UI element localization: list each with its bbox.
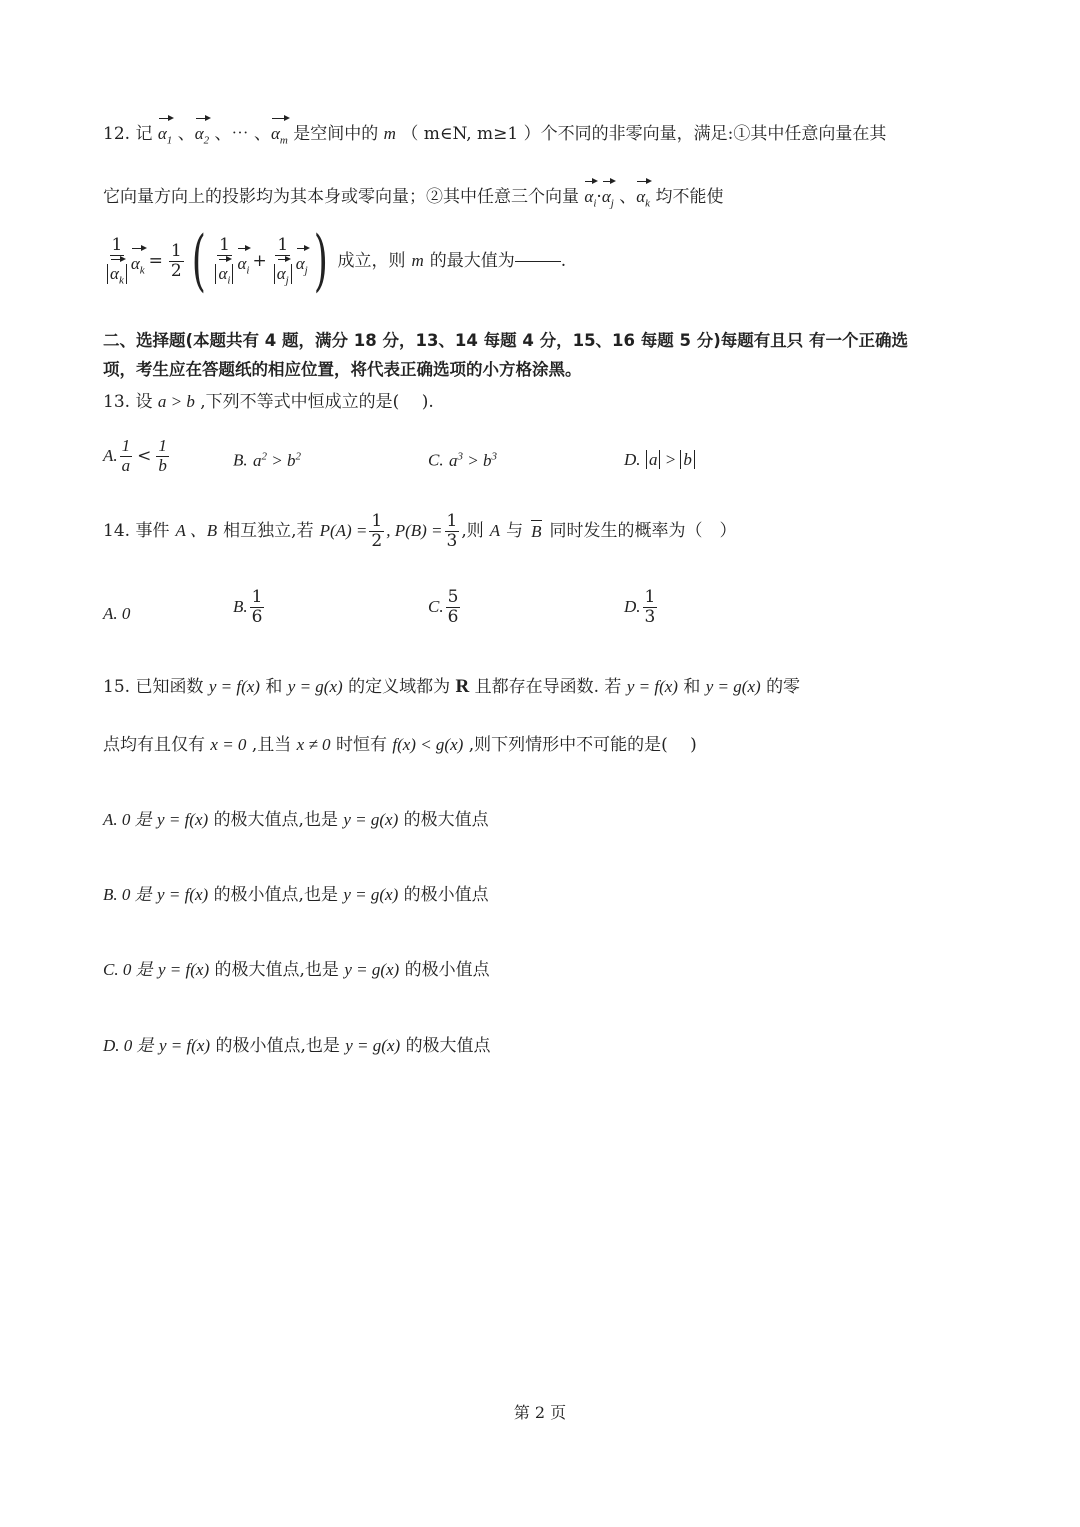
- vector-alpha-2: $\alpha_2$: [195, 115, 209, 148]
- option-label: C.: [428, 450, 444, 470]
- option-mid: 的极大值点,也是: [214, 960, 339, 980]
- q15-line1-b: 的定义域都为: [348, 677, 451, 697]
- option-mid: 的极小值点,也是: [215, 1036, 340, 1056]
- answer-blank: [515, 261, 561, 262]
- option-mid: 的极小值点,也是: [213, 885, 338, 905]
- q13-option-b: B. $a^2 > b^2$: [233, 450, 302, 470]
- var-m: m: [383, 124, 396, 143]
- q15-line1-d: 的零: [766, 677, 801, 697]
- func-g: y = g(x): [345, 1036, 401, 1055]
- page-number: 第 2 页: [513, 1403, 567, 1422]
- q12-condition: （ m∈N, m≥1 ）: [401, 124, 541, 144]
- q13-number: 13. 设: [103, 392, 153, 412]
- q15-line-1: [103, 676, 800, 699]
- option-label: D. 0 是: [103, 1036, 154, 1055]
- frac-1-over-a: $\frac{1}{a}$: [121, 436, 131, 475]
- func-g: y = g(x): [287, 677, 343, 696]
- func-g: y = g(x): [343, 810, 399, 829]
- inequality: f(x) < g(x): [392, 735, 464, 754]
- q13-option-d: D. a > b: [624, 450, 695, 470]
- vector-alpha-i: $\alpha_i$: [237, 245, 249, 278]
- q14-option-b: B. $\frac{1}{6}$: [233, 587, 263, 627]
- q12-line3-text: 成立，则: [337, 250, 406, 271]
- q15-line2-a: 点均有且仅有: [103, 735, 205, 755]
- q15-line2-d: ,则下列情形中不可能的是( ): [468, 735, 697, 755]
- q14-stem-e: 同时发生的概率为（ ）: [549, 520, 737, 541]
- q14-stem-d: 与: [506, 520, 524, 541]
- option-label: A. 0: [103, 604, 131, 623]
- option-label: D.: [624, 450, 641, 469]
- q15-option-d: [103, 1036, 491, 1056]
- section2-heading-1: 二、选择题(本题共有 4 题，满分 18 分，13、14 每题 4 分，15、16 每题 5 分)每题有且只 有一个正确选: [103, 331, 909, 350]
- func-f: y = f(x): [157, 885, 209, 904]
- q15-line-2: [103, 735, 697, 755]
- q12-line2-end: 均不能使: [655, 187, 724, 207]
- func-f: y = f(x): [157, 810, 209, 829]
- q12-text: 是空间中的: [293, 124, 379, 144]
- frac-1-over-abs-alpha-j: $\frac{1}{\alpha_j}$: [272, 236, 294, 286]
- separator: 、: [177, 124, 195, 144]
- vector-alpha-1: $\alpha_1$: [158, 115, 172, 148]
- option-label: A.: [103, 446, 118, 466]
- q14-number: 14. 事件: [103, 520, 170, 541]
- period: .: [560, 250, 567, 271]
- option-label: A. 0 是: [103, 810, 152, 829]
- q13-condition: a > b: [157, 392, 195, 411]
- frac-1-over-abs-alpha-i: $\frac{1}{\alpha_i}$: [213, 236, 235, 286]
- q13-option-c: C. $a^3 > b^3$: [428, 450, 497, 470]
- func-f: y = f(x): [158, 1036, 211, 1055]
- frac-one-third: $\frac{1}{3}$: [446, 511, 458, 551]
- q13-stem: [103, 392, 434, 412]
- q15-number: 15. 已知函数: [103, 677, 204, 697]
- q12-text-b: 个不同的非零向量，满足:①其中任意向量在其: [540, 124, 887, 144]
- q13-option-a: A. $\frac{1}{a}$ < $\frac{1}{b}$: [103, 436, 167, 475]
- frac-1-over-b: $\frac{1}{b}$: [158, 436, 167, 475]
- q12-line-1: [103, 115, 886, 148]
- frac-one-half: $\frac{1}{2}$: [371, 511, 383, 551]
- option-label: B.: [233, 597, 248, 617]
- option-label: B.: [233, 450, 248, 470]
- q15-line1-c: 且都存在导函数. 若: [474, 677, 622, 697]
- var-m: m: [411, 250, 424, 270]
- q14-events: A 、B: [175, 520, 218, 540]
- paren-right: ): [313, 222, 328, 299]
- q14-stem-text: 相互独立,若: [223, 520, 314, 541]
- vector-alpha-j: $\alpha_j$: [602, 178, 614, 211]
- paren-left: (: [191, 222, 206, 299]
- option-label: B. 0 是: [103, 885, 152, 904]
- option-label: D.: [624, 597, 641, 617]
- func-f: y = f(x): [626, 677, 678, 696]
- conj-and: 和: [265, 677, 283, 697]
- option-end: 的极小值点: [403, 885, 489, 905]
- option-label: C. 0 是: [103, 960, 153, 979]
- vector-alpha-m: $\alpha_m$: [271, 115, 288, 148]
- option-end: 的极大值点: [403, 810, 489, 830]
- q15-option-b: [103, 885, 489, 905]
- vector-alpha-j: $\alpha_j$: [296, 245, 308, 278]
- func-g: y = g(x): [705, 677, 761, 696]
- vector-alpha-k: $\alpha_k$: [131, 245, 145, 278]
- func-g: y = g(x): [343, 885, 399, 904]
- set-R: R: [455, 676, 470, 697]
- q14-option-a: [103, 604, 130, 624]
- func-g: y = g(x): [344, 960, 400, 979]
- option-end: 的极大值点: [405, 1036, 491, 1056]
- q14-stem-c: ,则: [461, 520, 484, 541]
- q12-line2-text: 它向量方向上的投影均为其本身或零向量；②其中任意三个向量: [103, 187, 579, 207]
- frac-1-over-abs-alpha-k: $\frac{1}{\alpha_k}$: [105, 236, 129, 286]
- frac-one-half: $\frac{1}{2}$: [170, 240, 182, 281]
- q15-line2-c: 时恒有: [335, 735, 387, 755]
- option-end: 的极小值点: [404, 960, 490, 980]
- cond-x0: x = 0: [210, 735, 247, 754]
- cond-xne0: x ≠ 0: [296, 735, 331, 754]
- q14-option-d: D. $\frac{1}{3}$: [624, 587, 656, 627]
- q12-equation-line: $\frac{1}{\alpha_k}$ $\alpha_k$ = $\frac{1}{2}$ ( $\frac{1}{\alpha_i}$ $\alpha_i$ + $\frac{1}{\alpha_j}$ $\alpha_j$ ) 成立，则 m 的最大值为 .: [103, 228, 566, 294]
- option-label: C.: [428, 597, 444, 617]
- separator-dots: 、⋯ 、: [214, 124, 271, 144]
- q14-stem: 14. 事件 A 、B 相互独立,若 P(A) = $\frac{1}{2}$ , P(B) = $\frac{1}{3}$ ,则 A 与 B 同时发生的概率为（ ）: [103, 511, 737, 551]
- q13-stem-text: ,下列不等式中恒成立的是( ).: [200, 392, 434, 412]
- q14-option-c: C. $\frac{5}{6}$: [428, 587, 459, 627]
- func-f: y = f(x): [158, 960, 210, 979]
- section2-heading-2: 项，考生应在答题纸的相应位置，将代表正确选项的小方格涂黑。: [103, 360, 582, 379]
- func-f: y = f(x): [208, 677, 260, 696]
- vector-alpha-k: $\alpha_k$: [636, 178, 650, 211]
- q12-number: 12. 记: [103, 124, 153, 144]
- option-mid: 的极大值点,也是: [213, 810, 338, 830]
- conj-and: 和: [683, 677, 701, 697]
- q15-option-c: [103, 960, 490, 980]
- vector-alpha-i: $\alpha_i$: [584, 178, 596, 211]
- q15-line2-b: ,且当: [251, 735, 292, 755]
- q15-option-a: [103, 810, 489, 830]
- q12-line-2: 它向量方向上的投影均为其本身或零向量；②其中任意三个向量 $\alpha_i\cdot\alpha_j$ 、$\alpha_k$ 均不能使: [103, 178, 723, 211]
- q12-line3-text-b: 的最大值为: [429, 250, 515, 271]
